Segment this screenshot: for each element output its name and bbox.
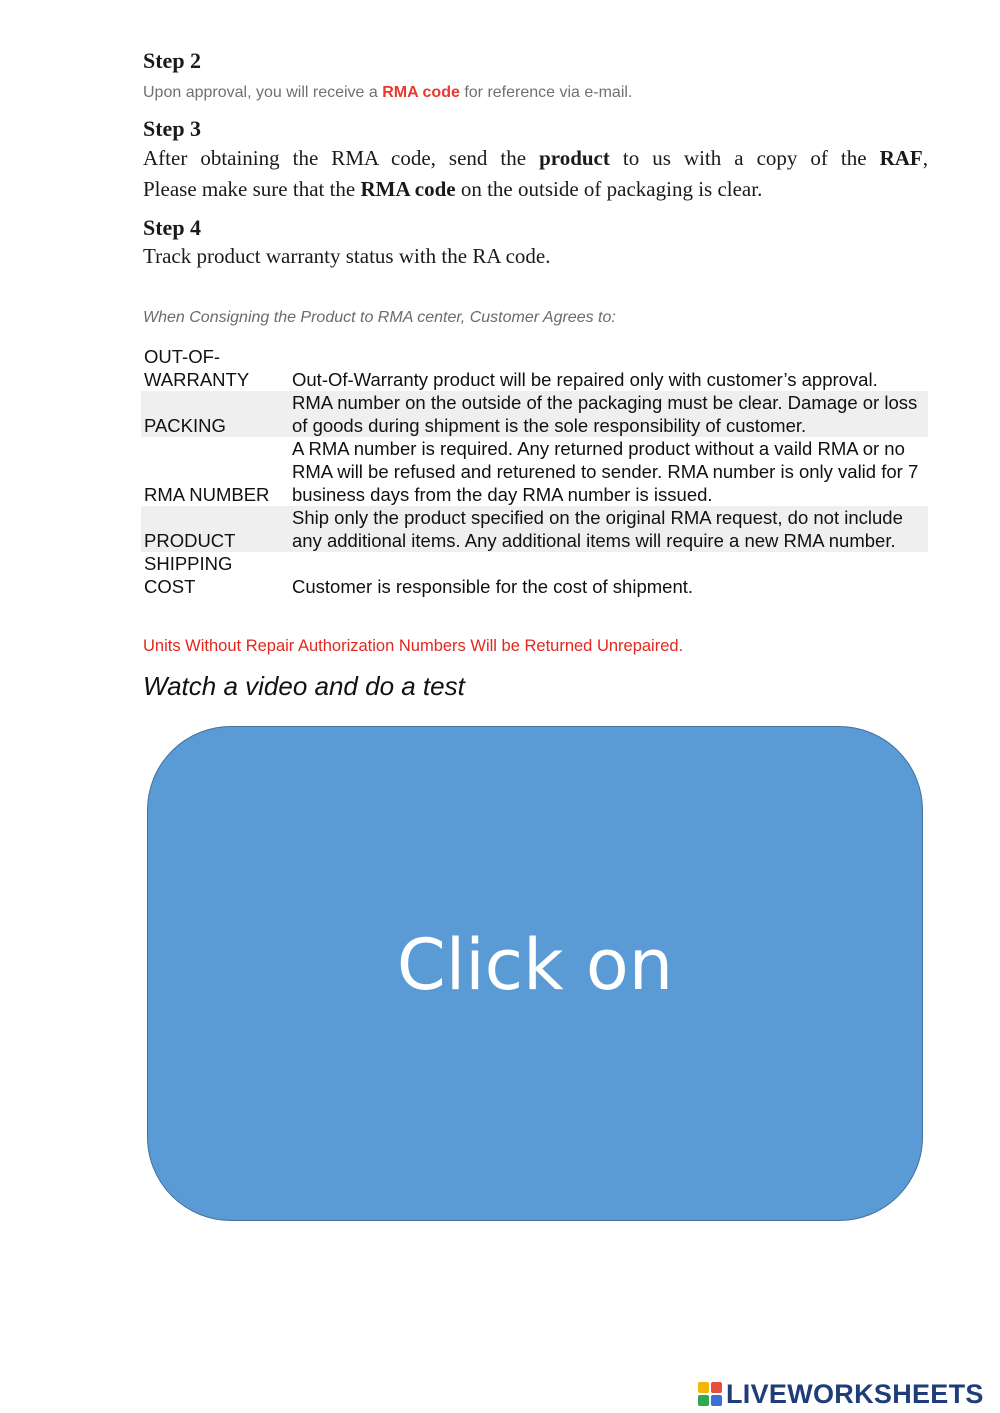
row-label: PACKING: [141, 391, 289, 437]
click-on-label: Click on: [396, 923, 674, 1006]
row-label: OUT-OF- WARRANTY: [144, 346, 250, 390]
video-title: Watch a video and do a test: [143, 671, 465, 701]
step-4-title: Step 4: [143, 215, 202, 240]
step-2-text: [143, 84, 632, 102]
table-row: [141, 552, 928, 598]
step-3-text: [143, 143, 928, 205]
step-2-text-after: for reference via e-mail.: [459, 84, 633, 101]
row-text: Out-Of-Warranty product will be repaired only with customer’s approval.: [292, 369, 878, 390]
step-2-text-before: Upon approval, you will receive a: [143, 84, 383, 101]
step-3-line-1-c: ,: [922, 146, 928, 170]
click-on-button[interactable]: [147, 726, 923, 1221]
step-3-line-2: [143, 174, 928, 205]
row-text: Ship only the product specified on the original RMA request, do not include any additional items. Any additional items will require a new RMA number.: [289, 506, 928, 552]
rma-code-highlight: RMA code: [382, 84, 460, 101]
warning-text: Units Without Repair Authorization Numbers Will be Returned Unrepaired.: [143, 637, 684, 655]
row-label: RMA NUMBER: [144, 484, 270, 505]
step-3-product-bold: product: [539, 146, 610, 170]
agreement-table: [141, 345, 928, 598]
row-label: PRODUCT: [141, 506, 289, 552]
step-3-line-2-b: on the outside of packaging is clear.: [455, 177, 763, 201]
step-3-line-1-b: to us with a copy of the: [609, 146, 880, 170]
liveworksheets-logo: [698, 1378, 984, 1410]
logo-text: LIVEWORKSHEETS: [726, 1378, 984, 1409]
agreement-title: When Consigning the Product to RMA center, Customer Agrees to:: [143, 309, 616, 326]
step-2-title: Step 2: [143, 48, 202, 73]
step-3-raf-bold: RAF: [879, 146, 923, 170]
row-text: RMA number on the outside of the packaging must be clear. Damage or loss of goods during shipment is the sole responsibility of customer.: [289, 391, 928, 437]
step-3-line-1: [143, 143, 928, 174]
table-row: [141, 391, 928, 437]
row-label: SHIPPING COST: [144, 553, 233, 597]
row-text: A RMA number is required. Any returned product without a vaild RMA or no RMA will be refused and returened to sender. RMA number is only valid for 7 business days from the day RMA number is issued.: [292, 438, 919, 505]
table-row: [141, 345, 928, 391]
step-3-line-2-a: Please make sure that the: [143, 177, 361, 201]
table-row: [141, 437, 928, 506]
step-3-rma-code-bold: RMA code: [360, 177, 456, 201]
step-3-title: Step 3: [143, 116, 202, 141]
step-3-line-1-a: After obtaining the RMA code, send the: [143, 146, 540, 170]
step-4-text: Track product warranty status with the RA code.: [143, 244, 551, 268]
logo-mark-icon: [698, 1382, 722, 1406]
row-text: Customer is responsible for the cost of shipment.: [292, 576, 694, 597]
table-row: [141, 506, 928, 552]
